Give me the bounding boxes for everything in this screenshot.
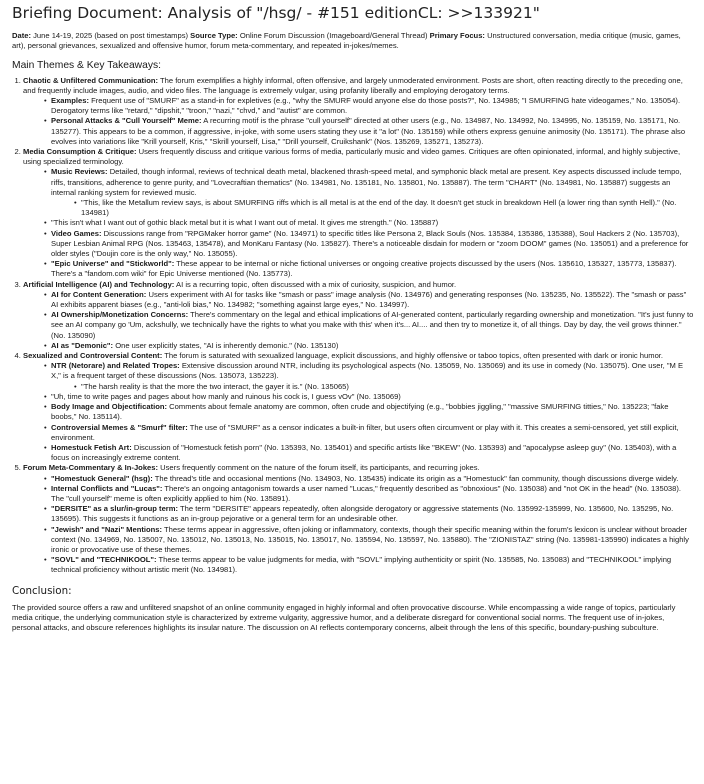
primary-focus-label: Primary Focus: (429, 31, 485, 40)
subitem-text: A recurring motif is the phrase "cull yourself" directed at other users (e.g., No. 134987, No. 134992, No. 134995, No. 135159, No. 135171, No. 135277). This appears to be a common, if aggressive, in-joke, with some users stating they use it "a lot" (No. 135159) while others express genuine animosity (No. 135171). The phrase also evolves into variations like "Krill yourself, Kris," "Skrill yourself, Lisa," "Drill yourself, Cruikshank" (Nos. 135269, 135271, 135273). (51, 116, 686, 146)
theme-subitems (23, 96, 694, 147)
subitem-text: These terms appear to be value judgments for media, with "SOVL" implying authenticity or spirit (No. 135585, No. 135083) and "TECHNIKOOL" implying technical proficiency without artistic merit (No. 134981). (51, 555, 672, 575)
theme-subitems (23, 474, 694, 576)
theme-text: The forum is saturated with sexualized language, explicit discussions, and highly offensive or taboo topics, often presented with dark or ironic humor. (164, 351, 664, 361)
theme-title: Media Consumption & Critique: (23, 147, 137, 157)
theme-item (23, 76, 694, 147)
theme-title: Chaotic & Unfiltered Communication: (23, 75, 159, 85)
theme-subitem (51, 218, 694, 228)
theme-subitem (51, 361, 694, 392)
subitem-label: NTR (Netorare) and Related Tropes: (51, 361, 180, 371)
metadata-block (12, 31, 694, 52)
page-title: Briefing Document: Analysis of "/hsg/ - #151 editionCL: >>133921" (12, 4, 540, 22)
subitem-text: Extensive discussion around NTR, including its psychological aspects (No. 135059, No. 135069) and its use in comedy (No. 135075). One user, "M E X," is a frequent target of these discussions (Nos. 135073, 135223). (51, 361, 684, 381)
subitem-label: "DERSITE" as a slur/in-group term: (51, 504, 179, 514)
subitem-text: "Uh, time to write pages and pages about how manly and ruinous his cock is, I guess vOv" (No. 135069) (51, 391, 401, 401)
theme-subitem (51, 504, 694, 524)
theme-subitem (51, 310, 694, 341)
theme-text: AI is a recurring topic, often discussed with a mix of curiosity, suspicion, and humor. (176, 279, 457, 289)
theme-subitem (51, 555, 694, 575)
themes-list (12, 76, 694, 576)
subitem-label: Personal Attacks & "Cull Yourself" Meme: (51, 116, 202, 126)
subitem-label: Examples: (51, 96, 89, 105)
subitem-text: These terms appear in aggressive, often joking or inflammatory, contexts, though their specific meaning within the forum's lexicon is unclear without broader context (No. 134969, No. 135007, No. 135012, No. 135013, No. 135015, No. 135017, No. 135594, No. 135597, No. 135880). The "ZIONISTAZ" string (No. 135981-135990) indicates a highly ironic or provocative use of these themes. (51, 524, 689, 554)
subitem-quotes (51, 198, 694, 218)
subitem-text: "This isn't what I want out of gothic black metal but it is what I want out of metal. It gives me strength." (No. 135887) (51, 218, 439, 228)
theme-subitem (51, 474, 694, 484)
subitem-text: Detailed, though informal, reviews of technical death metal, blackened thrash-speed metal, and symphonic black metal are present. Key aspects discussed include tempo, riffs, transitions, adherence to genre purity, and "Lovecraftian thematics" (No. 134981, No. 135181, No. 135801, No. 135887). The term "CHART" (No. 134981, No. 135887) suggests an internal ranking system for reviewed music. (51, 167, 682, 197)
subitem-text: Discussions range from "RPGMaker horror game" (No. 134971) to specific titles like Persona 2, Black Souls (Nos. 135384, 135386, 135388), Soul Hackers 2 (No. 135703), Super Lesbian Animal RPG (Nos. 135463, 135478), and MonKaru Fantasy (No. 135827). There's a noticeable disdain for modern or "zoom DOOM" games (No. 135051) and a preference for older styles ("Doujin core is the only way," No. 135055). (51, 228, 689, 259)
subitem-label: AI as "Demonic": (51, 340, 114, 350)
theme-subitems (23, 361, 694, 463)
source-type-value: Online Forum Discussion (Imageboard/General Thread) (239, 31, 428, 40)
subitem-label: "Epic Universe" and "Stickworld": (51, 259, 175, 269)
subitem-text: The term "DERSITE" appears repeatedly, often alongside derogatory or aggressive statements (No. 135992-135999, No. 135600, No. 135295, No. 135695). This suggests it functions as an in-group pejorative or a general term for an undesirable other. (51, 504, 674, 524)
theme-subitem (51, 484, 694, 504)
source-type-label: Source Type: (190, 31, 238, 40)
subitem-label: "Jewish" and "Nazi" Mentions: (51, 524, 163, 534)
subitem-text: The thread's title and occasional mentions (No. 134903, No. 135435) indicate its origin as a "Homestuck" fan community, though discussions diverge widely. (154, 473, 679, 483)
subitem-quotes (51, 382, 694, 392)
subitem-text: Discussion of "Homestuck fetish porn" (No. 135393, No. 135401) and specific artists like "BKEW" (No. 135393) and "apocalypse asleep guy" (No. 135403), with a focus on increasingly extreme content. (51, 442, 677, 463)
theme-subitem (51, 167, 694, 218)
theme-subitem (51, 392, 694, 402)
subitem-text: There's an ongoing antagonism towards a user named "Lucas," frequently described as "obnoxious" (No. 135038) and "not OK in the head" (No. 135038). The "cull yourself" meme is often explicitly applied to him (No. 135891). (51, 483, 681, 503)
subitem-label: Homestuck Fetish Art: (51, 442, 132, 452)
subitem-text: These appear to be internal or niche fictional universes or ongoing creative projects discussed by the users (Nos. 135610, 135327, 135773, 135837). There's a "fandom.com wiki" for Epic Universe mentioned (No. 135773). (51, 259, 677, 279)
theme-item (23, 351, 694, 463)
theme-subitem (51, 443, 694, 463)
subitem-text: The use of "SMURF" as a censor indicates a built-in filter, but users often circumvent or play with it. This creates a semi-censored, yet still explicit, environment. (51, 422, 679, 442)
theme-item (23, 280, 694, 351)
subitem-text: Comments about female anatomy are common, often crude and objectifying (e.g., "bobbies jiggling," "massive SMURFING titties," No. 135223; "fake boobs," No. 135114). (51, 402, 669, 422)
subitem-label: "SOVL" and "TECHNIKOOL": (51, 555, 157, 565)
theme-subitem (51, 341, 694, 351)
subitem-label: Video Games: (51, 228, 102, 238)
theme-title: Sexualized and Controversial Content: (23, 351, 163, 361)
conclusion-heading: Conclusion: (12, 584, 72, 597)
theme-title: Artificial Intelligence (AI) and Technology: (23, 279, 175, 289)
quote-item: • "The harsh reality is that the more the two interact, the gayer it is." (No. 135065) (81, 382, 694, 392)
subitem-text: Users experiment with AI for tasks like "smash or pass" image analysis (No. 134976) and generating responses (No. 135235, No. 135522). The "smash or pass" AI exhibits apparent biases (e.g., "anti-loli bias," No. 134982; "something against large eyes," No. 134997). (51, 289, 687, 310)
theme-subitems (23, 167, 694, 279)
subitem-label: AI for Content Generation: (51, 289, 147, 299)
theme-subitem (51, 290, 694, 310)
theme-subitem (51, 525, 694, 556)
subitem-label: "Homestuck General" (hsg): (51, 473, 153, 483)
primary-focus-value: Unstructured conversation, media critique (music, games, art), personal grievances, sexualized and offensive humor, forum meta-commentary, and repeated in-jokes/memes. (12, 31, 681, 51)
date-label: Date: (12, 31, 31, 40)
subitem-label: AI Ownership/Monetization Concerns: (51, 310, 189, 320)
theme-subitem (51, 259, 694, 279)
theme-text: Users frequently comment on the nature of the forum itself, its participants, and recurring jokes. (160, 463, 480, 473)
theme-subitem (51, 96, 694, 116)
theme-item (23, 463, 694, 575)
theme-subitems (23, 290, 694, 351)
subitem-label: Internal Conflicts and "Lucas": (51, 483, 163, 493)
theme-text: The forum exemplifies a highly informal, often offensive, and largely unmoderated environment. Posts are short, often reacting directly to the preceding one, and frequently include images, audio, and video files. The language is extremely vulgar, using profanity liberally and employing derogatory terms. (23, 75, 683, 95)
subitem-label: Music Reviews: (51, 167, 108, 177)
theme-subitem (51, 402, 694, 422)
theme-subitem (51, 423, 694, 443)
theme-item (23, 147, 694, 280)
subitem-label: Controversial Memes & "Smurf" filter: (51, 422, 188, 432)
subitem-text: There's commentary on the legal and ethical implications of AI-generated content, particularly regarding ownership and monetization. "It's just funny to see an AI company go 'Um, ackshully, we technically have the rights to what you make with this' when it's... AI.... and then try to monetize it, of all things. Day by day, the veil grows thinner." (No. 135090) (51, 310, 694, 340)
conclusion-text: The provided source offers a raw and unfiltered snapshot of an online community engaged in highly informal and often provocative discourse. While encompassing a wide range of topics, particularly media critique, the underlying communication style is characterized by extreme vulgarity, aggressive humor, and a deliberate disregard for conventional social norms. The frequent use of in-jokes, personal attacks, and obscure references highlights its insular nature. The discussion on AI reflects contemporary concerns, albeit through the lens of this specific, boundary-pushing subculture. (12, 602, 676, 633)
theme-text: Users frequently discuss and critique various forms of media, particularly music and video games. Critiques are often opinionated, informal, and highly subjective, using specialized terminology. (23, 147, 681, 167)
theme-title: Forum Meta-Commentary & In-Jokes: (23, 463, 159, 473)
subitem-label: Body Image and Objectification: (51, 402, 168, 412)
theme-subitem (51, 116, 694, 147)
subitem-text: One user explicitly states, "AI is inherently demonic." (No. 135130) (115, 340, 339, 350)
theme-subitem (51, 229, 694, 260)
quote-item: • "This, like the Metallum review says, is about SMURFING riffs which is all metal is at the end of the day. It doesn't get stuck in breakdown Hell (a lower ring than synth Hell)." (No. 134981) (81, 198, 694, 218)
date-value: June 14-19, 2025 (based on post timestamps) (33, 31, 189, 40)
subitem-text: Frequent use of "SMURF" as a stand-in for expletives (e.g., "why the SMURF would anyone else do those posts?", No. 134985; "I SMURFING hate videogames," No. 135054). Derogatory terms like "retard," "dipshit," "troon," "nazi," "chvd," and "autist" are common. (51, 96, 681, 116)
themes-heading: Main Themes & Key Takeaways: (12, 59, 161, 71)
